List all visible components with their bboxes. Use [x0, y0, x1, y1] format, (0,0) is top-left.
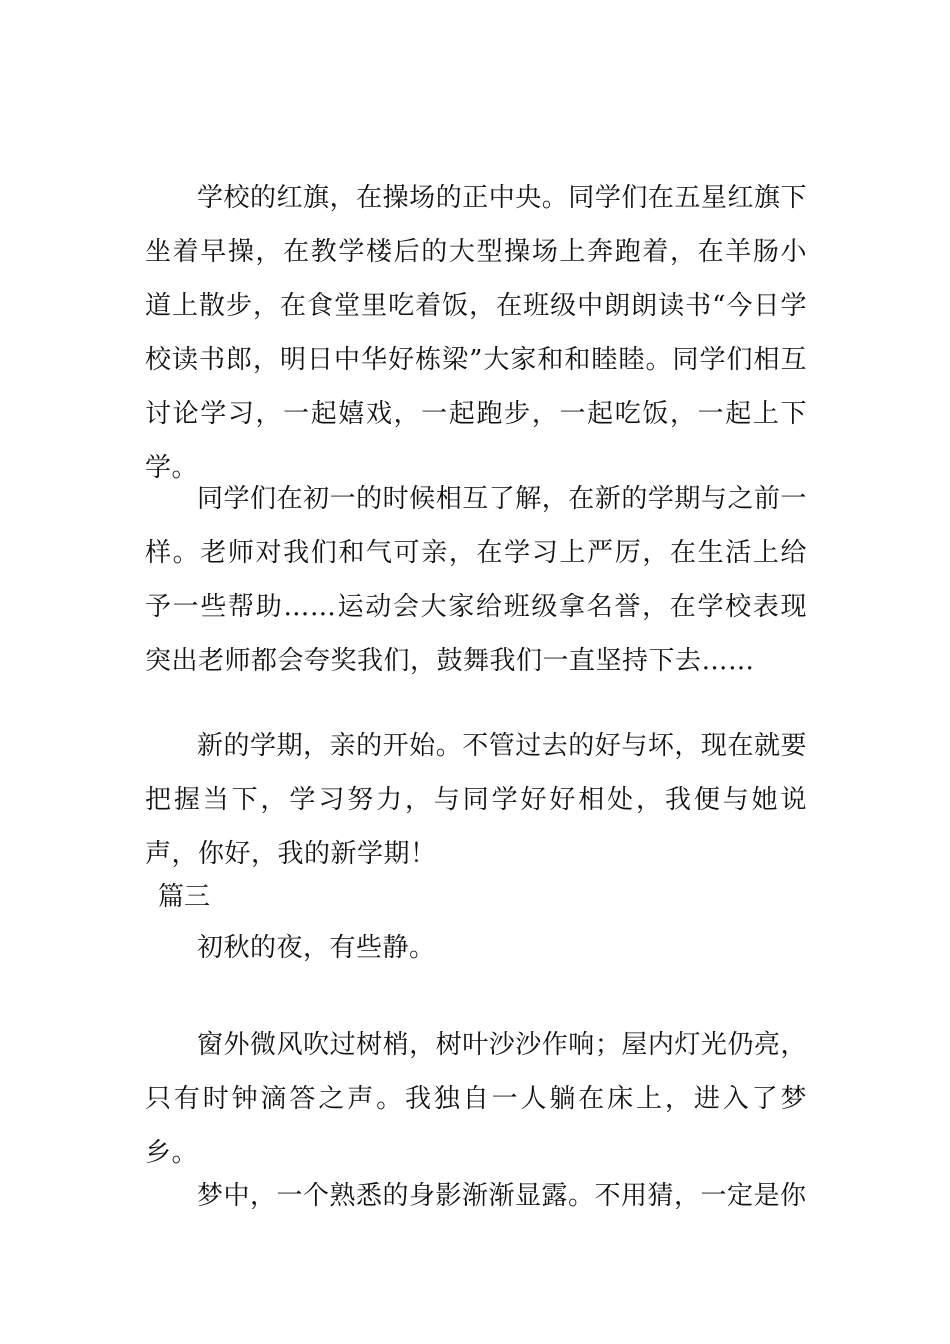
paragraph-new-semester: 新的学期，亲的开始。不管过去的好与坏，现在就要把握当下，学习努力，与同学好好相处，我便与她说声，你好，我的新学期！ [145, 731, 807, 869]
paragraph-school-flag: 学校的红旗，在操场的正中央。同学们在五星红旗下坐着早操，在教学楼后的大型操场上奔跑着，在羊肠小道上散步，在食堂里吃着饭，在班级中朗朗读书“今日学校读书郎，明日中华好栋梁”大家和和睦睦。同学们相互讨论学习，一起嬉戏，一起跑步，一起吃饭，一起上下学。 [145, 183, 807, 483]
paragraph-window-breeze: 窗外微风吹过树梢，树叶沙沙作响；屋内灯光仍亮，只有时钟滴答之声。我独自一人躺在床上，进入了梦乡。 [145, 1030, 807, 1168]
paragraph-autumn-night: 初秋的夜，有些静。 [197, 933, 436, 963]
section-heading: 篇三 [158, 882, 211, 912]
paragraph-classmates: 同学们在初一的时候相互了解，在新的学期与之前一样。老师对我们和气可亲，在学习上严厉，在生活上给予一些帮助……运动会大家给班级拿名誉，在学校表现突出老师都会夸奖我们，鼓舞我们一直坚持下去…… [145, 484, 807, 676]
paragraph-dream: 梦中，一个熟悉的身影渐渐显露。不用猜，一定是你 [197, 1181, 807, 1211]
